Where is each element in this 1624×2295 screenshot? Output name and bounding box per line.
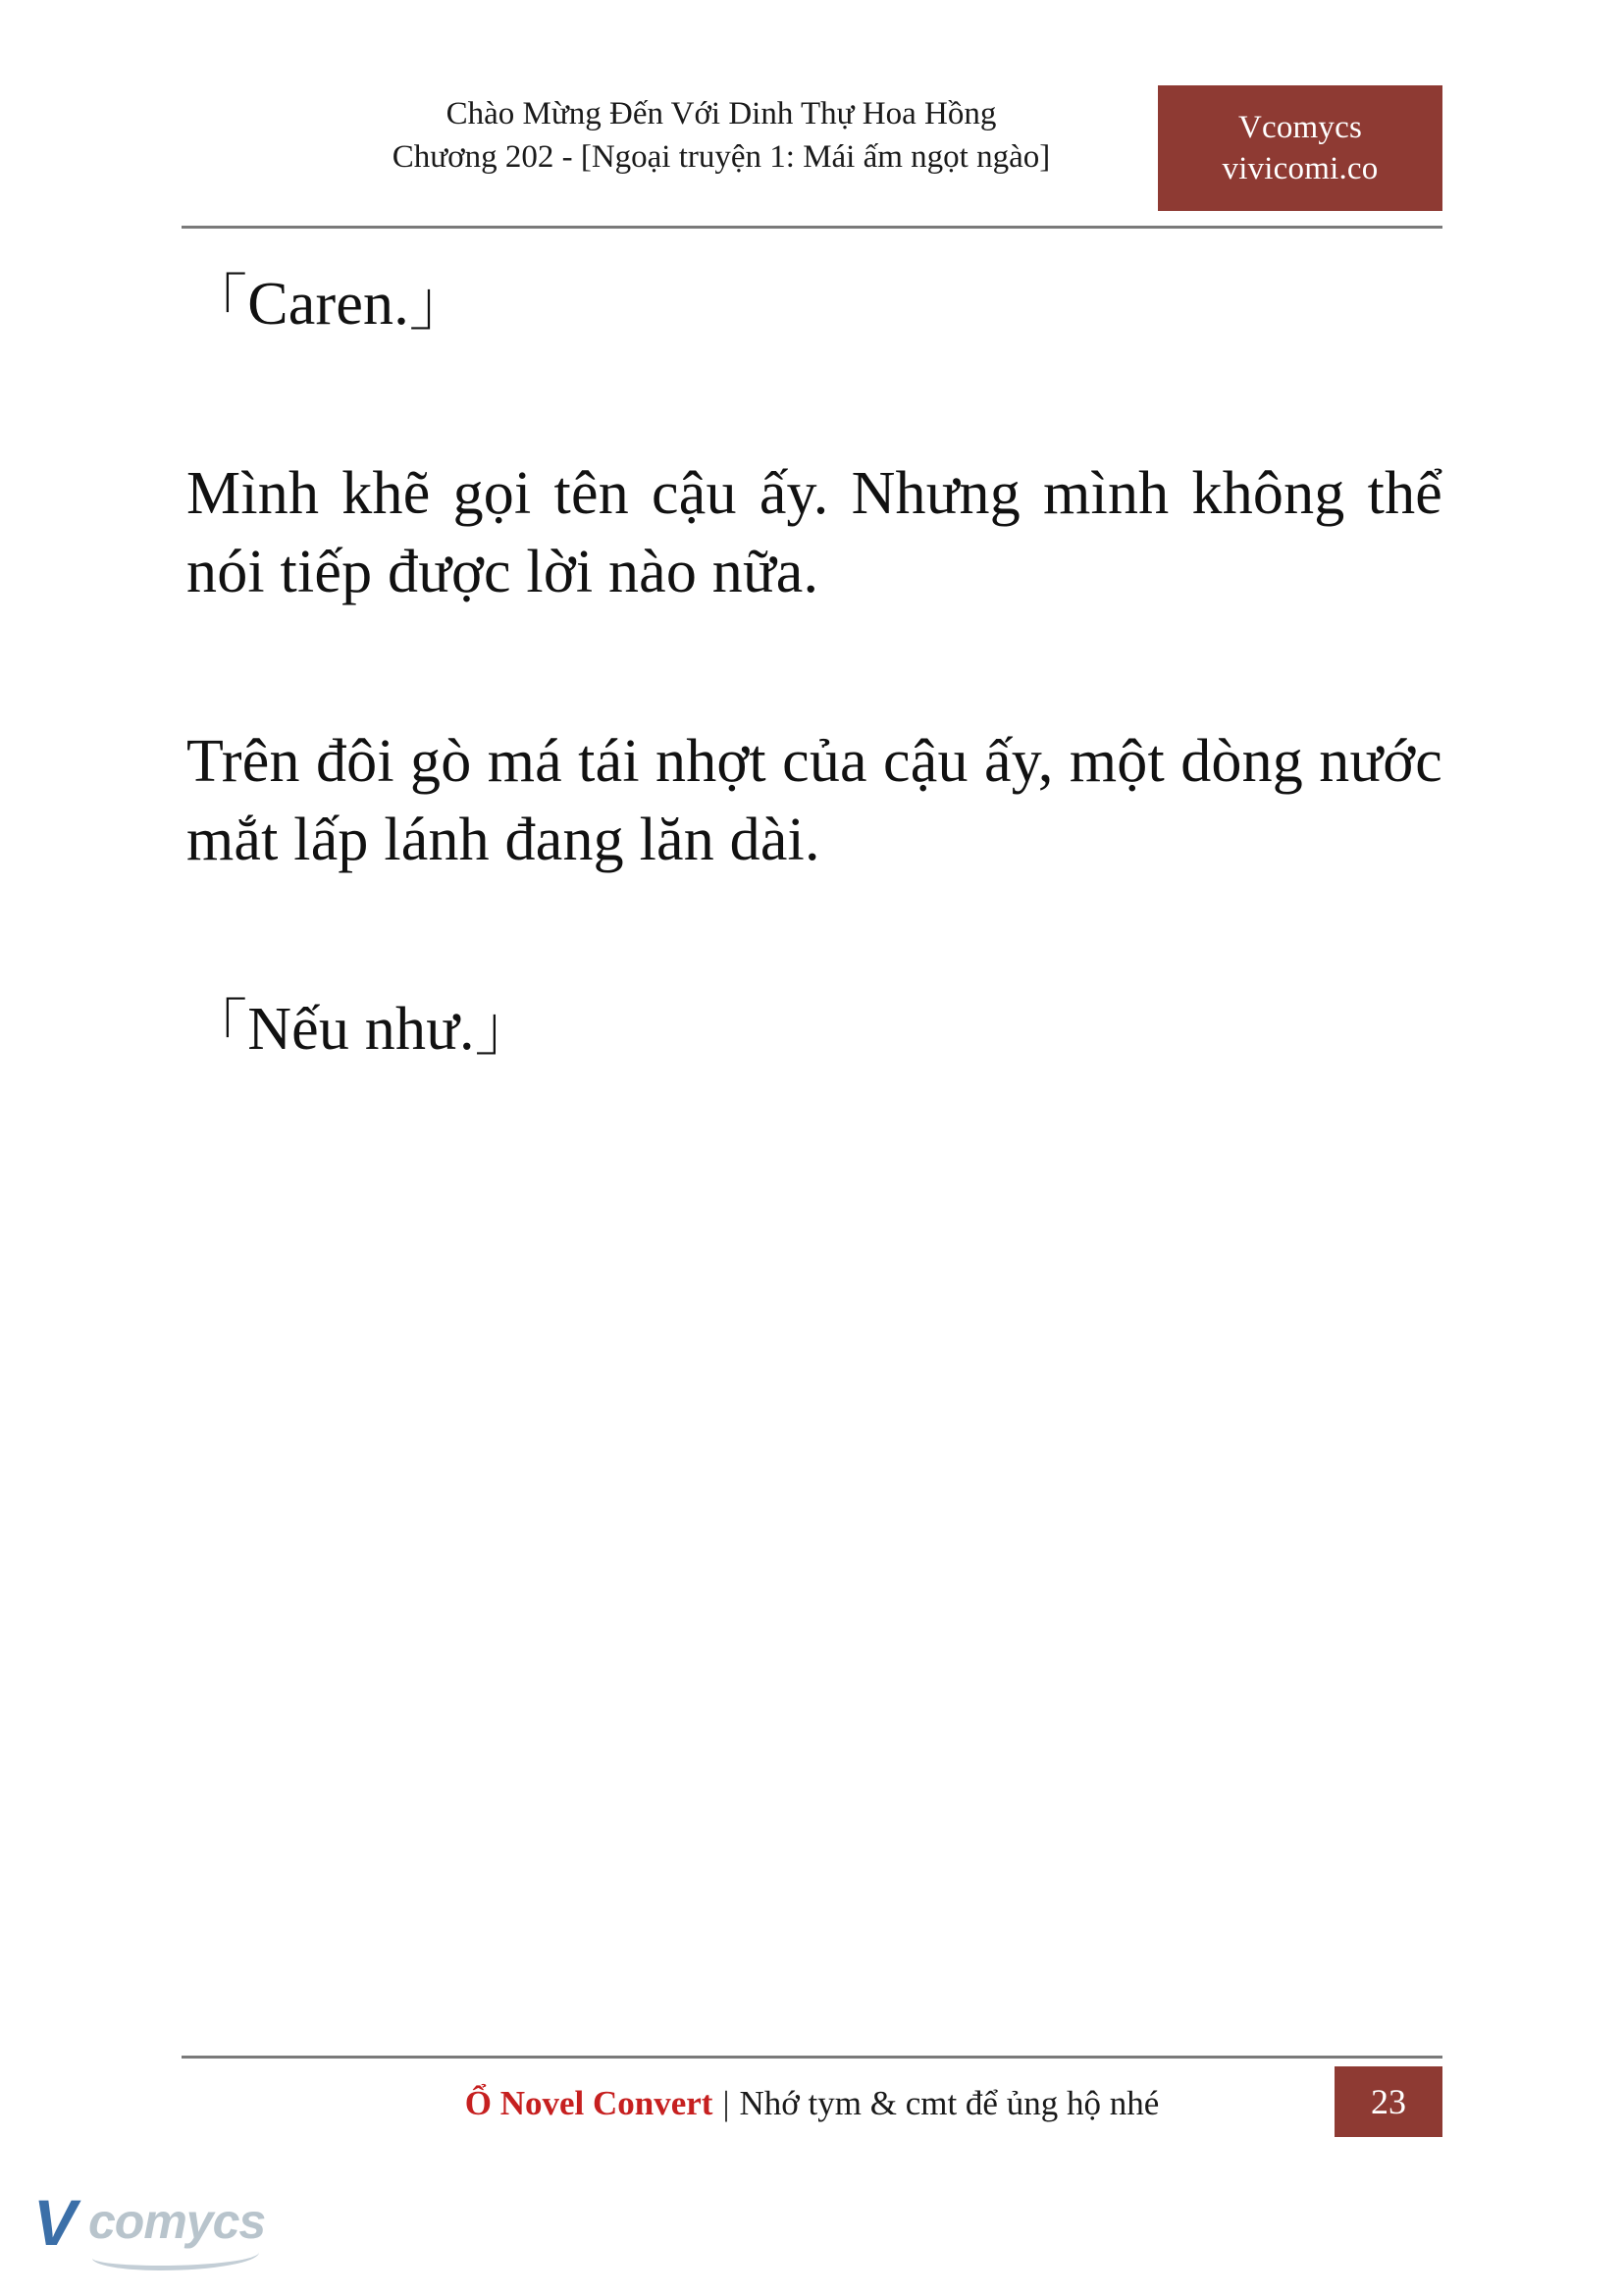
page-header [182,93,1442,229]
site-badge-name: Vcomycs [1237,109,1363,145]
paragraph: 「Nếu như.」 [186,995,536,1063]
footer-separator: | [722,2084,730,2122]
footer-note: Nhớ tym & cmt để ủng hộ nhé [739,2084,1160,2122]
site-badge [1158,85,1442,211]
site-badge-url: vivicomi.co [1222,151,1379,186]
page-content [186,265,1442,1179]
header-title-block [182,93,1261,179]
vcomycs-watermark-logo [33,2179,279,2269]
paragraph: 「Caren.」 [186,271,471,338]
footer-brand: Ổ Novel Convert [464,2084,713,2122]
watermark-initial: V [33,2186,78,2259]
header-title-line-1: Chào Mừng Đến Với Dinh Thự Hoa Hồng [445,96,997,131]
header-title-line-2: Chương 202 - [Ngoại truyện 1: Mái ấm ngọt ngào] [392,138,1051,175]
watermark-swoosh-icon [92,2240,259,2270]
paragraph: Mình khẽ gọi tên cậu ấy. Nhưng mình không thể nói tiếp được lời nào nữa. [186,459,1442,606]
footer-credit [182,2072,1442,2135]
paragraph: Trên đôi gò má tái nhợt của cậu ấy, một dòng nước mắt lấp lánh đang lăn dài. [186,727,1442,874]
page-footer [182,2056,1442,2135]
watermark-text: comycs [88,2194,266,2249]
page-number: 23 [1335,2066,1442,2137]
